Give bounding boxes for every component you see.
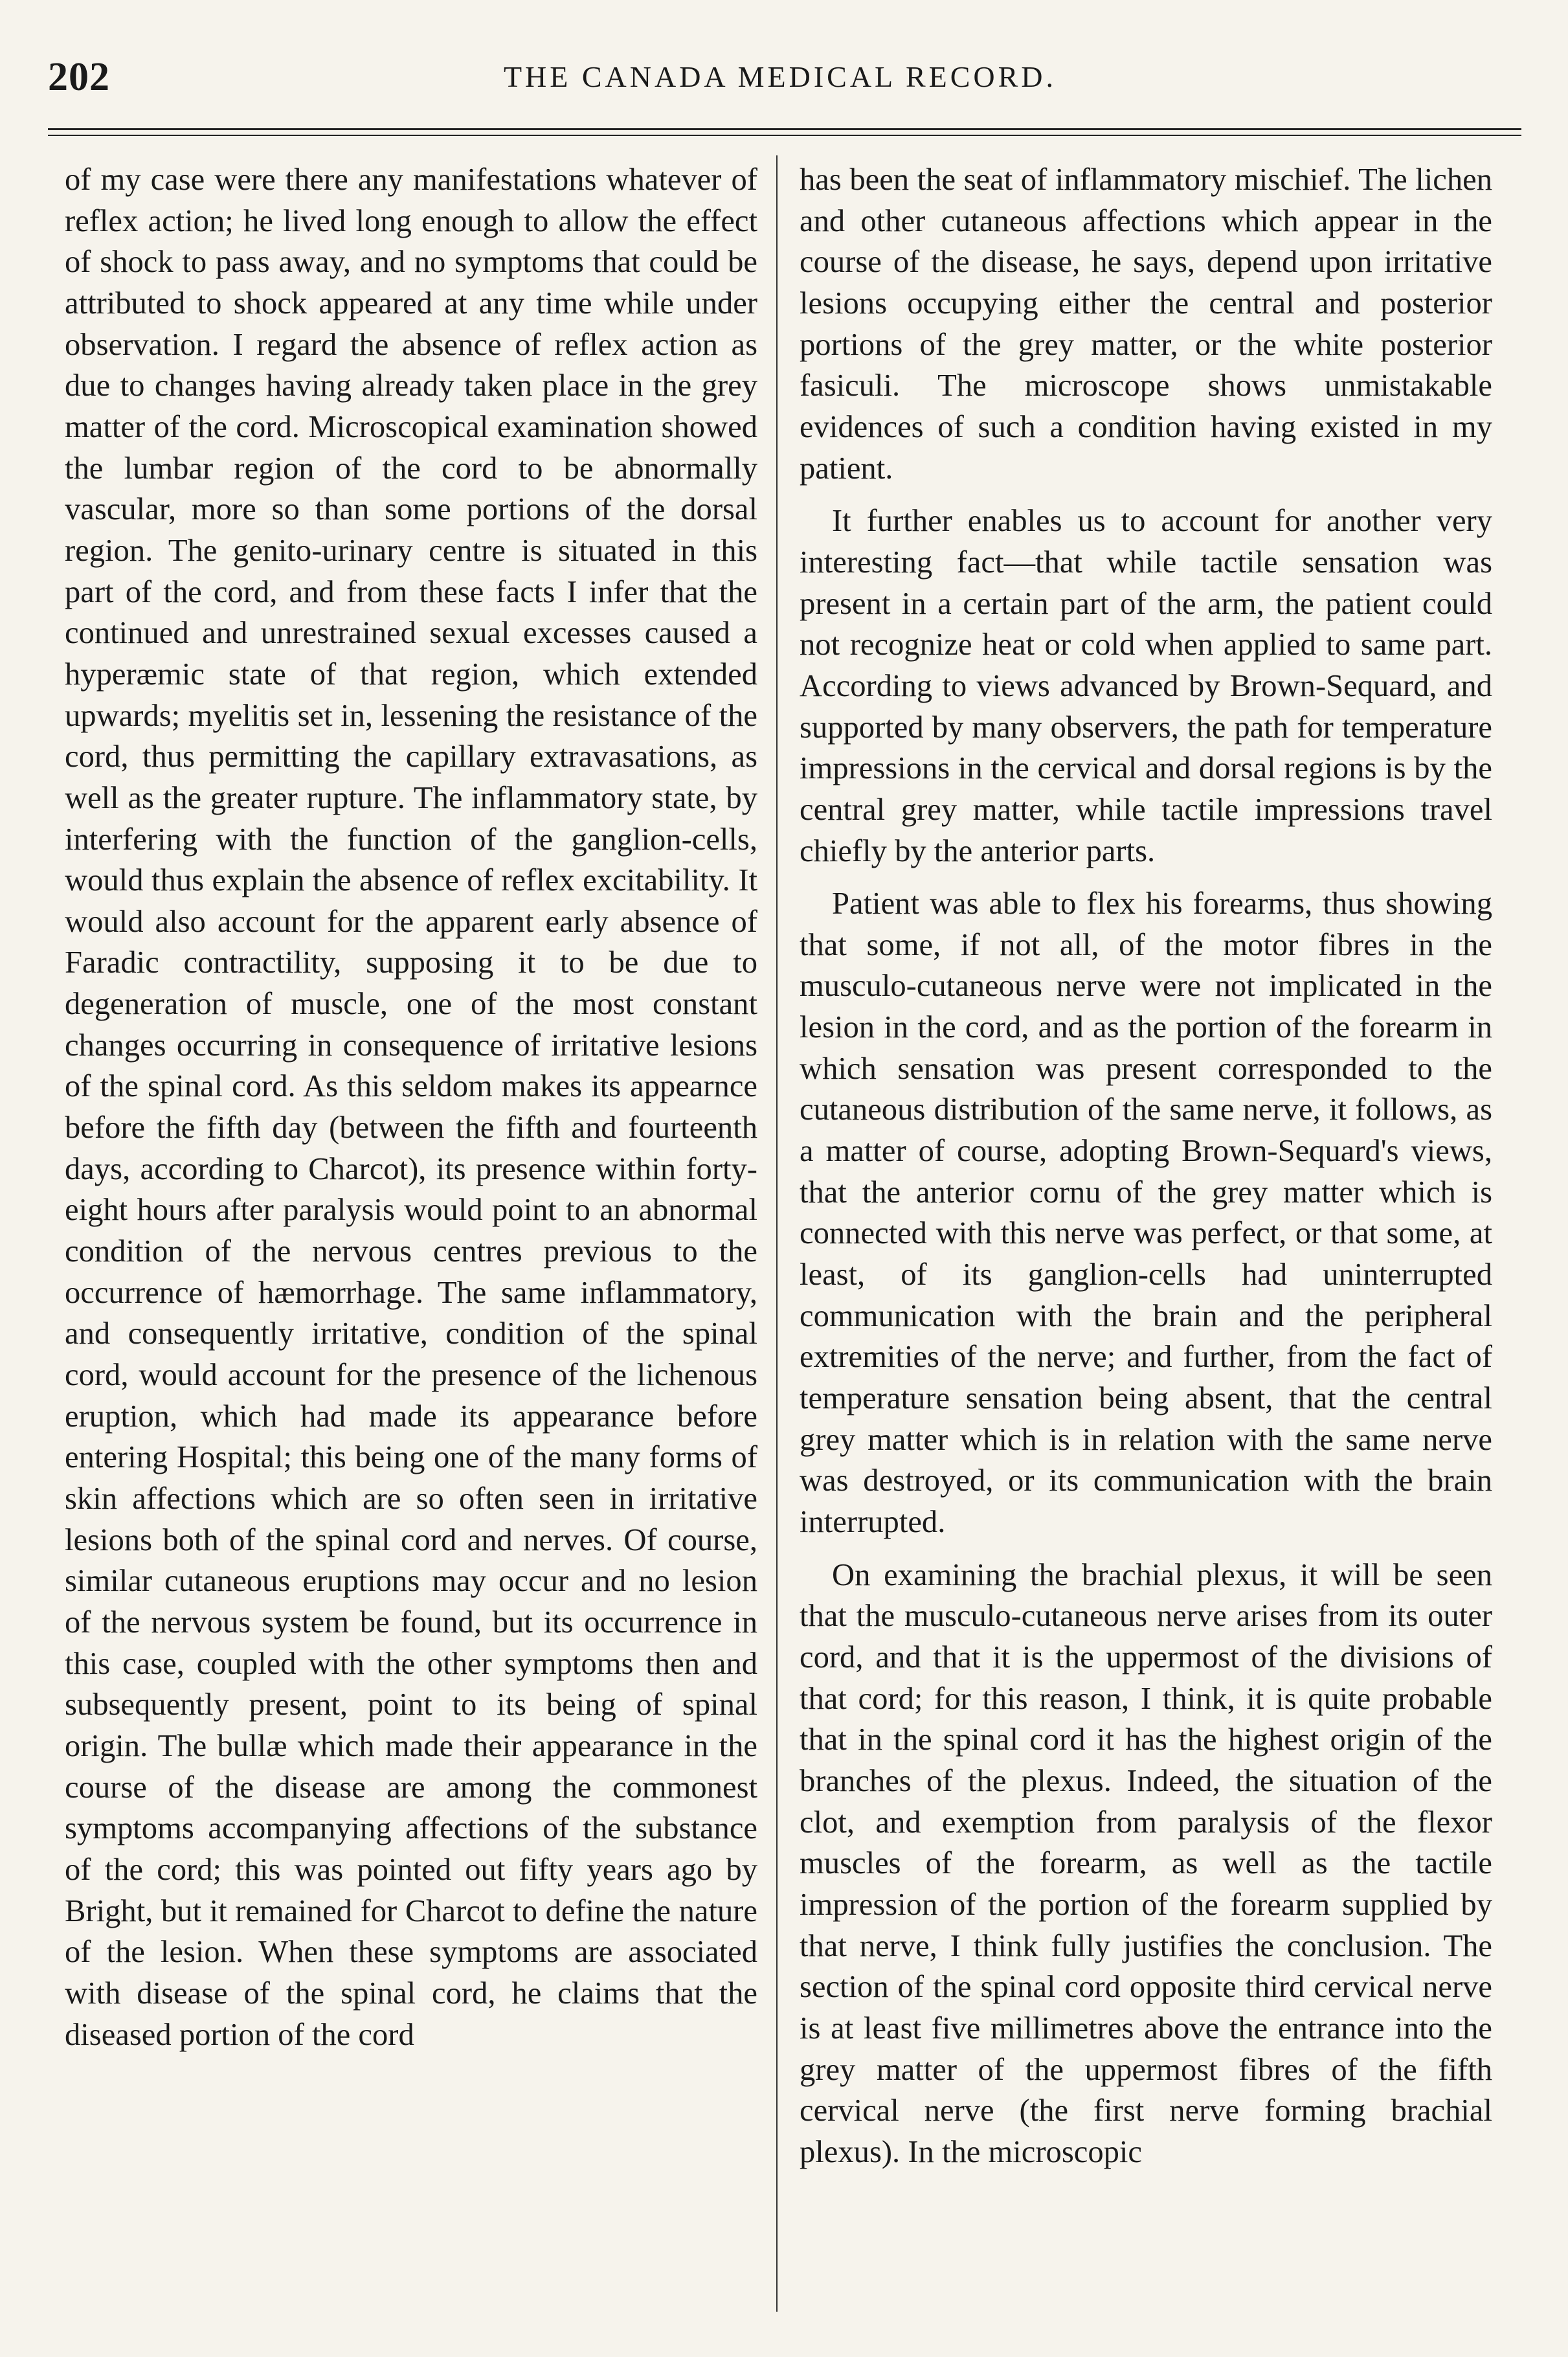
paragraph: has been the seat of inflammatory mischief. The lichen and other cutaneous affections which appear in the course of the disease, he says, depend upon irritative lesions occupying either the central and posterior portions of the grey matter, or the white posterior fasiculi. The microscope shows unmistakable evidences of such a condition having existed in my patient. <box>800 162 1492 486</box>
header-rule-bottom <box>48 135 1521 136</box>
paragraph: It further enables us to account for another very interesting fact—that while tactile sensation was present in a certain part of the arm, the patient could not recognize heat or cold when applied to same part. According to views advanced by Brown-Sequard, and supported by many observers, the path for temperature impressions in the cervical and dorsal regions is by the central grey matter, while tactile impressions travel chiefly by the anterior parts. <box>800 503 1492 868</box>
running-title: THE CANADA MEDICAL RECORD. <box>503 60 1057 93</box>
paragraph: Patient was able to flex his forearms, thus showing that some, if not all, of the motor fibres in the musculo-cutaneous nerve were not implicated in the lesion in the cord, and as the portion of the forearm in which sensation was present corresponded to the cutaneous distribution of the same nerve, it follows, as a matter of course, adopting Brown-Sequard's views, that the anterior cornu of the grey matter which is connected with this nerve was perfect, or that some, at least, of its ganglion-cells had uninterrupted communication with the brain and the peripheral extremities of the nerve; and further, from the fact of temperature sensation being absent, that the central grey matter which is in relation with the same nerve was destroyed, or its communication with the brain interrupted. <box>800 886 1492 1539</box>
paragraph: On examining the brachial plexus, it will be seen that the musculo-cutaneous nerve arises from its outer cord, and that it is the uppermost of the divisions of that cord; for this reason, I think, it is quite probable that in the spinal cord it has the highest origin of the branches of the plexus. Indeed, the situation of the clot, and exemption from paralysis of the flexor muscles of the forearm, as well as the tactile impression of the portion of the forearm supplied by that nerve, I think fully justifies the conclusion. The section of the spinal cord opposite third cervical nerve is at least five millimetres above the entrance into the grey matter of the uppermost fibres of the fifth cervical nerve (the first nerve forming brachial plexus). In the microscopic <box>800 1557 1492 2169</box>
page-header <box>39 51 1521 109</box>
right-column <box>800 159 1492 2322</box>
page-number: 202 <box>48 55 110 99</box>
column-divider <box>776 155 778 2312</box>
paragraph: of my case were there any manifestations whatever of reflex action; he lived long enough to allow the effect of shock to pass away, and no symptoms that could be attributed to shock appeared at any time while under observation. I regard the absence of reflex action as due to changes having already taken place in the grey matter of the cord. Microscopical examination showed the lumbar region of the cord to be abnormally vascular, more so than some portions of the dorsal region. The genito-urinary centre is situated in this part of the cord, and from these facts I infer that the continued and unrestrained sexual excesses caused a hyperæmic state of that region, which extended upwards; myelitis set in, lessening the resistance of the cord, thus permitting the capillary extravasations, as well as the greater rupture. The inflammatory state, by interfering with the function of the ganglion-cells, would thus explain the absence of reflex excitability. It would also account for the apparent early absence of Faradic contractility, supposing it to be due to degeneration of muscle, one of the most constant changes occurring in consequence of irritative lesions of the spinal cord. As this seldom makes its appearnce before the fifth day (between the fifth and fourteenth days, according to Charcot), its presence within forty-eight hours after paralysis would point to an abnormal condition of the nervous centres previous to the occurrence of hæmorrhage. The same inflammatory, and consequently irritative, condition of the spinal cord, would account for the presence of the lichenous eruption, which had made its appearance before entering Hospital; this being one of the many forms of skin affections which are so often seen in irritative lesions both of the spinal cord and nerves. Of course, similar cutaneous eruptions may occur and no lesion of the nervous system be found, but its occurrence in this case, coupled with the other symptoms then and subsequently present, point to its being of spinal origin. The bullæ which made their appearance in the course of the disease are among the commonest symptoms accompanying affections of the substance of the cord; this was pointed out fifty years ago by Bright, but it remained for Charcot to define the nature of the lesion. When these symptoms are associated with disease of the spinal cord, he claims that the diseased portion of the cord <box>65 162 757 2052</box>
header-rule-top <box>48 128 1521 130</box>
left-column <box>65 159 757 2322</box>
